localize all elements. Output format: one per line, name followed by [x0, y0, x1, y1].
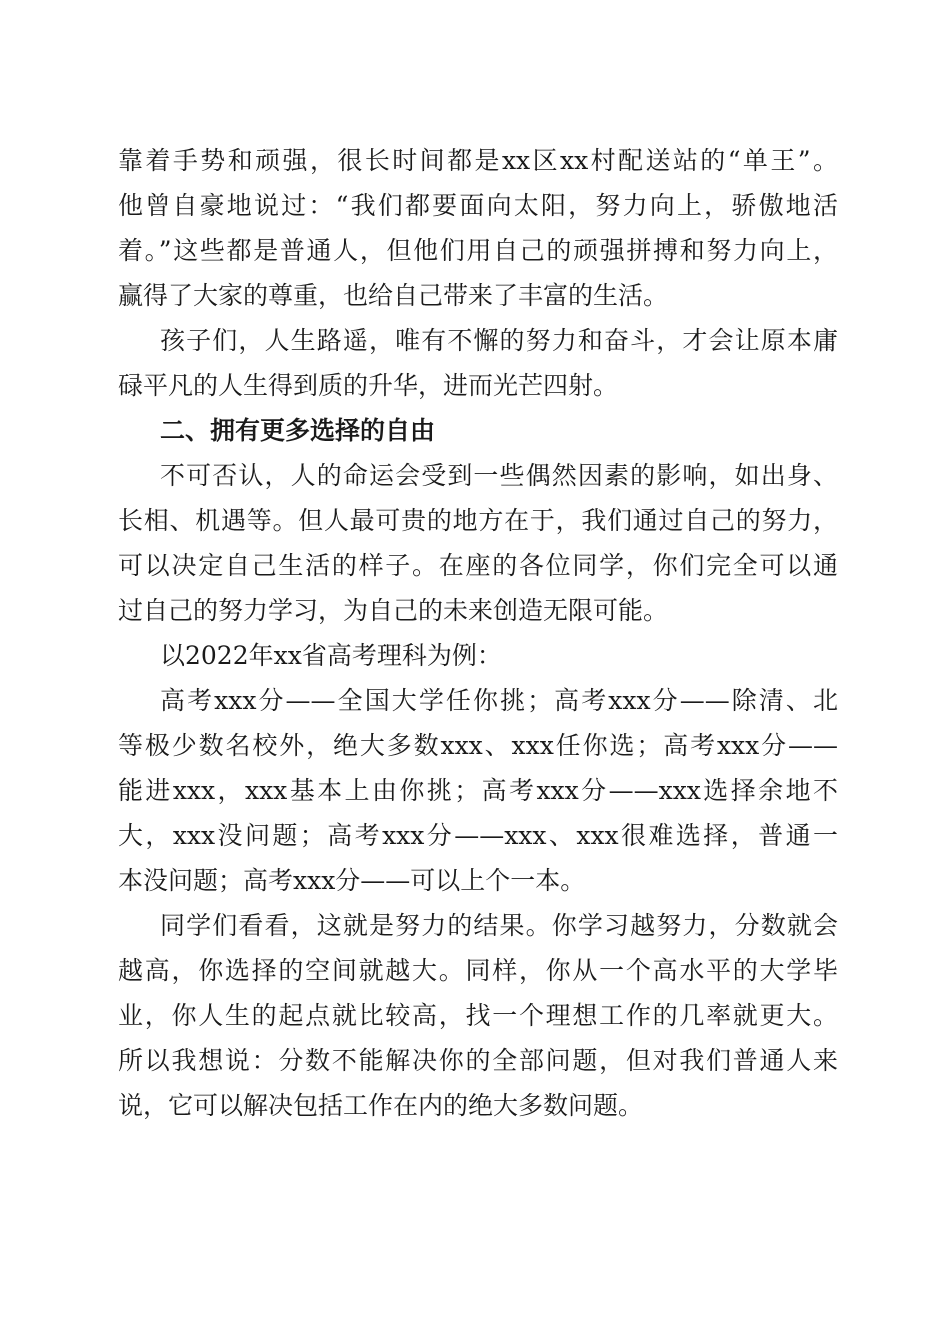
- paragraph-line: 越高，你选择的空间就越大。同样，你从一个高水平的大学毕: [118, 956, 838, 985]
- paragraph-line: 高考xxx分——全国大学任你挑；高考xxx分——除清、北: [160, 686, 838, 715]
- section-heading: 二、拥有更多选择的自由: [160, 416, 436, 445]
- paragraph-line: 长相、机遇等。但人最可贵的地方在于，我们通过自己的努力，: [118, 506, 838, 535]
- paragraph-line: 靠着手势和顽强，很长时间都是xx区xx村配送站的“单王”。: [118, 146, 838, 175]
- paragraph-line: 过自己的努力学习，为自己的未来创造无限可能。: [118, 596, 669, 625]
- paragraph-line: 所以我想说：分数不能解决你的全部问题，但对我们普通人来: [118, 1046, 838, 1075]
- paragraph-line: 他曾自豪地说过：“我们都要面向太阳，努力向上，骄傲地活: [118, 191, 838, 220]
- paragraph-line: 以2022年xx省高考理科为例：: [160, 641, 502, 670]
- paragraph-line: 业，你人生的起点就比较高，找一个理想工作的几率就更大。: [118, 1001, 838, 1030]
- paragraph-line: 能进xxx，xxx基本上由你挑；高考xxx分——xxx选择余地不: [118, 776, 838, 805]
- paragraph-line: 着。”这些都是普通人，但他们用自己的顽强拼搏和努力向上，: [118, 236, 838, 265]
- paragraph-line: 本没问题；高考xxx分——可以上个一本。: [118, 866, 586, 895]
- paragraph-line: 说，它可以解决包括工作在内的绝大多数问题。: [118, 1091, 644, 1120]
- paragraph-line: 同学们看看，这就是努力的结果。你学习越努力，分数就会: [160, 911, 838, 940]
- paragraph-line: 大，xxx没问题；高考xxx分——xxx、xxx很难选择，普通一: [118, 821, 838, 850]
- paragraph-line: 不可否认，人的命运会受到一些偶然因素的影响，如出身、: [160, 461, 838, 490]
- paragraph-line: 赢得了大家的尊重，也给自己带来了丰富的生活。: [118, 281, 669, 310]
- paragraph-line: 等极少数名校外，绝大多数xxx、xxx任你选；高考xxx分——: [118, 731, 838, 760]
- paragraph-line: 孩子们，人生路遥，唯有不懈的努力和奋斗，才会让原本庸: [160, 326, 838, 355]
- paragraph-line: 碌平凡的人生得到质的升华，进而光芒四射。: [118, 371, 619, 400]
- paragraph-line: 可以决定自己生活的样子。在座的各位同学，你们完全可以通: [118, 551, 838, 580]
